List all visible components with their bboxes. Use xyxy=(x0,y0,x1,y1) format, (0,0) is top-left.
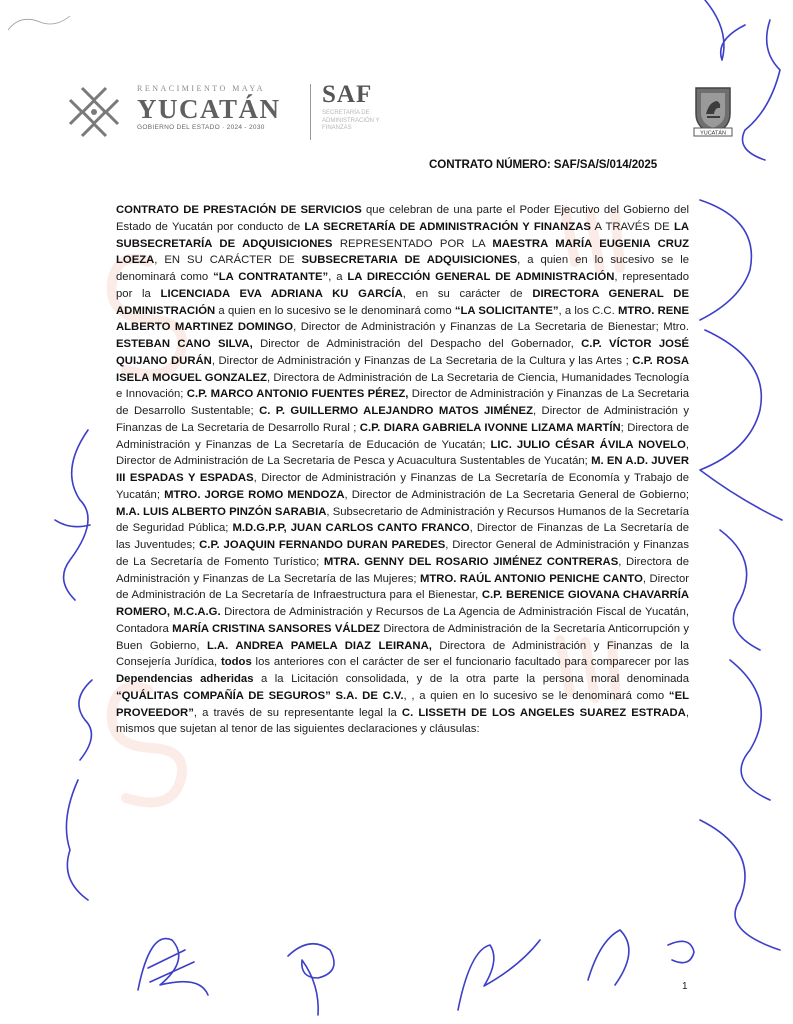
bold-segment: CONTRATO DE PRESTACIÓN DE SERVICIOS xyxy=(116,204,362,216)
text-segment: Directora de Administración y Recursos de La Agencia de Administración Fiscal de Yucatán, Contadora xyxy=(116,606,689,635)
bold-segment: C.P. ROSA ISELA MOGUEL GONZALEZ xyxy=(116,354,689,384)
bold-segment: DIRECTORA GENERAL DE ADMINISTRACIÓN xyxy=(116,287,689,317)
signature-mark xyxy=(700,330,782,520)
text-segment: Directora de Administración y Finanzas de la Consejería Jurídica, xyxy=(116,639,689,669)
signature-mark xyxy=(743,20,781,160)
header-divider xyxy=(310,84,311,140)
contract-body xyxy=(116,202,689,738)
text-segment: , mismos que sujetan al tenor de las siguientes declaraciones y cláusulas: xyxy=(116,706,689,736)
bold-segment: SUBSECRETARIA DE ADQUISICIONES xyxy=(301,254,518,267)
bold-segment: “LA SOLICITANTE” xyxy=(454,304,559,317)
bold-segment: Dependencias adheridas xyxy=(116,673,254,685)
bold-segment: MTRO. RENE ALBERTO MARTINEZ DOMINGO xyxy=(116,304,689,334)
bold-segment: C.P. DIARA GABRIELA IVONNE LIZAMA MARTÍN xyxy=(359,421,621,434)
bold-segment: LICENCIADA EVA ADRIANA KU GARCÍA xyxy=(160,287,403,300)
bold-segment: MAESTRA MARÍA EUGENIA CRUZ LOEZA xyxy=(116,237,690,267)
signature-mark xyxy=(64,430,88,600)
text-segment: , Director de Administración y Finanzas de La Secretaría de Economía y Trabajo de Yucatán; xyxy=(116,472,689,501)
text-segment: , Director de Administración y Finanzas de La Secretaria de la Cultura y las Artes ; xyxy=(211,354,633,367)
bold-segment: LA SECRETARÍA DE ADMINISTRACIÓN Y FINANZAS xyxy=(304,220,591,233)
contract-number: CONTRATO NÚMERO: SAF/SA/S/014/2025 xyxy=(429,158,658,171)
state-logo-icon xyxy=(62,80,126,144)
bold-segment: M. EN A.D. JUVER III ESPADAS Y ESPADAS xyxy=(116,455,689,484)
agency-full-name: SECRETARÍA DE ADMINISTRACIÓN Y FINANZAS xyxy=(322,110,380,131)
bold-segment: “QUÁLITAS COMPAÑÍA DE SEGUROS” S.A. DE C.V. xyxy=(116,689,404,702)
text-segment: Director de Administración del Despacho del Gobernador, xyxy=(252,338,582,350)
text-segment: , , a quien en lo sucesivo se le denominará como xyxy=(403,689,669,702)
bold-segment: C.P. BERENICE GIOVANA CHAVARRÍA ROMERO, M.C.A.G. xyxy=(116,589,689,618)
text-segment: , Director de Administración de La Secretaria de Pesca y Acuacultura Sustentables de Yucatán; xyxy=(116,438,689,468)
text-segment: , Directora de Administración de La Secretaria de Ciencia, Humanidades Tecnología e Innovación; xyxy=(116,371,689,401)
brand-government: GOBIERNO DEL ESTADO · 2024 - 2030 xyxy=(137,124,265,131)
signature-mark xyxy=(148,950,194,982)
signature-mark xyxy=(8,16,70,30)
page-number: 1 xyxy=(682,981,688,992)
bold-segment: M.A. LUIS ALBERTO PINZÓN SARABIA xyxy=(116,505,327,518)
signature-mark xyxy=(288,944,334,1015)
signature-mark xyxy=(705,0,745,60)
text-segment: los anteriores con el carácter de ser el funcionario facultado para comparecer por las xyxy=(251,656,689,669)
text-segment: , a quien en lo sucesivo se le denominará como xyxy=(116,254,689,283)
bold-segment: todos xyxy=(220,656,252,669)
text-segment: ; Directora de Administración y Finanzas de La Secretaría de Educación de Yucatán; xyxy=(116,421,689,451)
text-segment: Director de Administración y Finanzas de La Secretaria de Desarrollo Sustentable; xyxy=(116,388,689,417)
signature-mark xyxy=(79,680,92,760)
text-segment: que celebran de una parte el Poder Ejecutivo del Gobierno del Estado de Yucatán por conducto de xyxy=(116,204,689,233)
text-segment: A TRAVÉS DE xyxy=(590,220,674,233)
signature-mark xyxy=(458,940,540,1010)
text-segment: , a través de su representante legal la xyxy=(193,706,402,719)
text-segment: a quien en lo sucesivo se le denominará como xyxy=(215,304,455,317)
shield-label: YUCATÁN xyxy=(700,130,726,137)
signature-mark xyxy=(720,530,760,650)
signature-mark xyxy=(55,520,90,527)
bold-segment: “EL PROVEEDOR” xyxy=(116,689,690,719)
signature-mark xyxy=(588,930,629,985)
text-segment: a la Licitación consolidada, y de la otra parte la persona moral denominada xyxy=(253,673,689,685)
text-segment: , Director de Administración de La Secretaría de Infraestructura para el Bienestar, xyxy=(116,572,689,602)
bold-segment: LIC. JULIO CÉSAR ÁVILA NOVELO xyxy=(490,438,686,451)
brand-tagline: RENACIMIENTO MAYA xyxy=(137,84,266,93)
text-segment: , EN SU CARÁCTER DE xyxy=(154,254,302,267)
agency-brand xyxy=(322,82,400,133)
text-segment: , Director General de Administración y Finanzas de La Secretaría de Fomento Turístico; xyxy=(116,539,689,568)
text-segment: , Director de Finanzas de La Secretaría de las Juventudes; xyxy=(116,522,689,551)
signature-mark xyxy=(668,941,694,962)
text-segment: , representado por la xyxy=(116,271,690,300)
bold-segment: MTRA. GENNY DEL ROSARIO JIMÉNEZ CONTRERAS xyxy=(323,555,619,568)
text-segment: , Director de Administración y Finanzas de La Secretaria de Bienestar; Mtro. xyxy=(293,321,689,334)
text-segment: , en su carácter de xyxy=(402,287,533,300)
state-brand xyxy=(137,84,281,131)
signature-mark xyxy=(66,780,88,900)
bold-segment: “LA CONTRATANTE” xyxy=(213,271,329,283)
signature-mark xyxy=(700,200,751,320)
bold-segment: C.P. VÍCTOR JOSÉ QUIJANO DURÁN xyxy=(116,338,690,367)
text-segment: , a xyxy=(328,271,348,283)
text-segment: , Subsecretario de Administración y Recursos Humanos de la Secretaría de Seguridad Pública; xyxy=(116,505,689,535)
bold-segment: LA SUBSECRETARÍA DE ADQUISICIONES xyxy=(116,220,689,250)
text-segment: , Director de Administración y Finanzas de La Secretaria de Desarrollo Rural ; xyxy=(116,405,689,434)
coat-of-arms-icon xyxy=(693,84,733,138)
bold-segment: C. P. GUILLERMO ALEJANDRO MATOS JIMÉNEZ xyxy=(259,405,533,417)
agency-abbreviation: SAF xyxy=(322,81,373,108)
bold-segment: C. LISSETH DE LOS ANGELES SUAREZ ESTRADA xyxy=(401,706,686,719)
text-segment: , Director de Administración de La Secretaria General de Gobierno; xyxy=(344,488,689,501)
bold-segment: M.D.G.P.P, JUAN CARLOS CANTO FRANCO xyxy=(232,522,470,535)
bold-segment: C.P. JOAQUIN FERNANDO DURAN PAREDES xyxy=(199,539,446,551)
bold-segment: MTRO. JORGE ROMO MENDOZA xyxy=(164,488,345,501)
text-segment: Directora de Administración de la Secretaría Anticorrupción y Buen Gobierno, xyxy=(116,622,689,652)
bold-segment: ESTEBAN CANO SILVA, xyxy=(116,338,253,350)
brand-state-name: YUCATÁN xyxy=(137,94,281,124)
bold-segment: MTRO. RAÚL ANTONIO PENICHE CANTO xyxy=(419,572,643,585)
bold-segment: MARÍA CRISTINA SANSORES VÁLDEZ xyxy=(172,622,381,635)
bold-segment: LA DIRECCIÓN GENERAL DE ADMINISTRACIÓN xyxy=(347,271,615,283)
bold-segment: C.P. MARCO ANTONIO FUENTES PÉREZ, xyxy=(186,388,409,401)
text-segment: REPRESENTADO POR LA xyxy=(332,237,493,250)
signature-mark xyxy=(700,820,780,950)
bold-segment: L.A. ANDREA PAMELA DIAZ LEIRANA, xyxy=(206,639,432,652)
text-segment: , Directora de Administración y Finanzas de La Secretaría de las Mujeres; xyxy=(116,555,689,585)
text-segment: , a los C.C. xyxy=(558,304,618,317)
signature-mark xyxy=(730,660,770,800)
signature-mark xyxy=(138,939,208,995)
